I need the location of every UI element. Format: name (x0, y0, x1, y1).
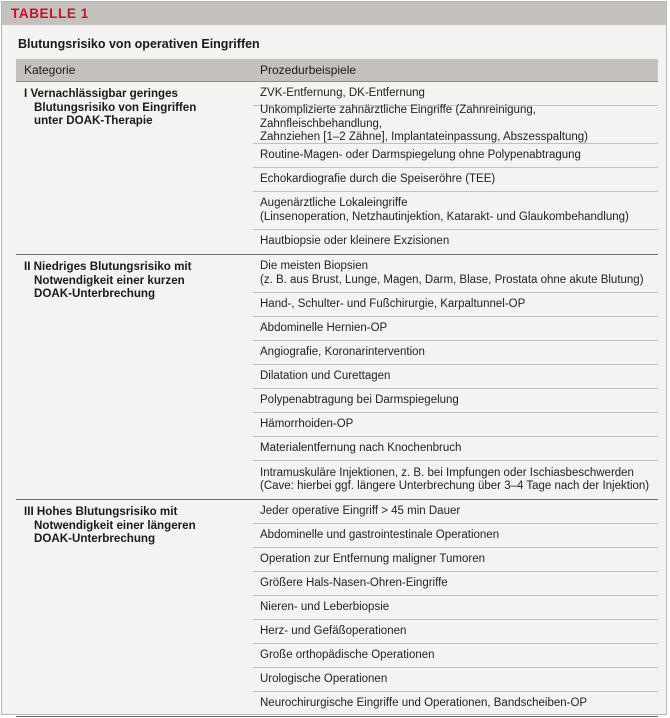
procedure-row (253, 413, 658, 437)
procedure-row (253, 620, 658, 644)
procedure-row (253, 192, 658, 230)
procedure-line: Hand-, Schulter- und Fußchirurgie, Karpaltunnel-OP (260, 297, 526, 310)
procedure-text (260, 467, 649, 494)
procedure-line: (Linsenoperation, Netzhautinjektion, Katarakt- und Glaukombehandlung) (260, 210, 629, 223)
procedure-text (260, 442, 461, 455)
procedure-text (260, 601, 389, 614)
header-examples: Prozedurbeispiele (260, 63, 357, 77)
procedure-row (253, 596, 658, 620)
procedure-text (260, 394, 459, 407)
procedure-line: Große orthopädische Operationen (260, 648, 435, 661)
procedure-line: Materialentfernung nach Knochenbruch (260, 441, 462, 454)
procedure-text (260, 529, 499, 542)
procedure-line: Die meisten Biopsien (260, 260, 369, 273)
header-category: Kategorie (24, 63, 76, 77)
procedure-line: Dilatation und Curettagen (260, 369, 391, 382)
procedure-text (260, 649, 435, 662)
table-body (16, 82, 658, 717)
procedure-line: Urologische Operationen (260, 672, 388, 685)
procedure-line: Nieren- und Leberbiopsie (260, 600, 390, 613)
procedure-text (260, 235, 449, 248)
procedure-line: Unkomplizierte zahnärztliche Eingriffe (Zahnreinigung, Zahnfleischbehandlung, (260, 104, 536, 130)
procedure-list (253, 255, 658, 499)
procedure-text (260, 87, 425, 100)
procedure-row (253, 168, 658, 192)
procedure-text (260, 673, 387, 686)
procedure-row (253, 437, 658, 461)
procedure-text (260, 322, 387, 335)
procedure-row (253, 461, 658, 499)
procedure-text (260, 104, 658, 144)
risk-group (16, 82, 658, 255)
procedure-text (260, 625, 406, 638)
procedure-line: Echokardiografie durch die Speiseröhre (TEE) (260, 172, 496, 185)
procedure-line: Operation zur Entfernung maligner Tumoren (260, 552, 486, 565)
procedure-line: Polypenabtragung bei Darmspiegelung (260, 393, 459, 406)
procedure-text (260, 505, 460, 518)
procedure-line: ZVK-Entfernung, DK-Entfernung (260, 86, 425, 99)
procedure-list (253, 82, 658, 254)
procedure-row (253, 692, 658, 716)
risk-category-line: unter DOAK-Therapie (34, 114, 153, 128)
procedure-line: Routine-Magen- oder Darmspiegelung ohne Polypenabtragung (260, 148, 581, 161)
procedure-text (260, 173, 495, 186)
procedure-row (253, 230, 658, 254)
procedure-line: Intramuskuläre Injektionen, z. B. bei Impfungen oder Ischiasbeschwerden (260, 466, 634, 479)
procedure-line: Abdominelle und gastrointestinale Operationen (260, 528, 500, 541)
procedure-row (253, 500, 658, 524)
procedure-line: (Cave: hierbei ggf. längere Unterbrechung über 3–4 Tage nach der Injektion) (260, 480, 650, 492)
procedure-text (260, 260, 644, 287)
procedure-row (253, 644, 658, 668)
procedure-line: Größere Hals-Nasen-Ohren-Eingriffe (260, 576, 448, 589)
procedure-text (260, 370, 390, 383)
procedure-row (253, 524, 658, 548)
procedure-row (253, 255, 658, 293)
risk-category-line: Notwendigkeit einer kurzen (34, 273, 185, 287)
procedure-row (253, 82, 658, 106)
table-banner (2, 2, 666, 25)
risk-category-line: II Niedriges Blutungsrisiko mit (24, 260, 192, 273)
procedure-text (260, 149, 581, 162)
procedure-row (253, 668, 658, 692)
procedure-row (253, 572, 658, 596)
procedure-row (253, 548, 658, 572)
procedure-row (253, 293, 658, 317)
procedure-text (260, 298, 525, 311)
procedure-text (260, 418, 353, 431)
procedure-line: Angiografie, Koronarintervention (260, 345, 425, 358)
procedure-text (260, 197, 629, 224)
procedure-line: Abdominelle Hernien-OP (260, 321, 388, 334)
bleeding-risk-table (16, 59, 658, 717)
risk-group (16, 500, 658, 717)
risk-category (16, 82, 253, 254)
banner-label: TABELLE 1 (11, 6, 89, 21)
risk-category-line: I Vernachlässigbar geringes (24, 87, 179, 100)
risk-category-line: DOAK-Unterbrechung (34, 287, 156, 301)
procedure-text (260, 697, 587, 710)
procedure-line: Hämorrhoiden-OP (260, 417, 354, 430)
procedure-line: (z. B. aus Brust, Lunge, Magen, Darm, Blase, Prostata ohne akute Blutung) (260, 273, 644, 286)
risk-category (16, 255, 253, 499)
procedure-line: Jeder operative Eingriff > 45 min Dauer (260, 504, 461, 517)
procedure-line: Hautbiopsie oder kleinere Exzisionen (260, 235, 450, 248)
procedure-row (253, 106, 658, 144)
procedure-line: Herz- und Gefäßoperationen (260, 624, 407, 637)
procedure-text (260, 553, 485, 566)
table-header-row (16, 59, 658, 82)
risk-category (16, 500, 253, 716)
procedure-row (253, 365, 658, 389)
procedure-list (253, 500, 658, 716)
procedure-line: Augenärztliche Lokaleingriffe (260, 197, 408, 210)
procedure-line: Neurochirurgische Eingriffe und Operationen, Bandscheiben-OP (260, 697, 588, 710)
procedure-row (253, 317, 658, 341)
risk-group (16, 255, 658, 500)
procedure-line: Zahnziehen [1–2 Zähne], Implantateinpassung, Abszesspaltung) (260, 131, 588, 144)
risk-category-line: DOAK-Unterbrechung (34, 532, 156, 546)
risk-category-line: Blutungsrisiko von Eingriffen (34, 100, 197, 114)
risk-category-line: Notwendigkeit einer längeren (34, 518, 196, 532)
procedure-text (260, 577, 448, 590)
procedure-row (253, 341, 658, 365)
procedure-row (253, 389, 658, 413)
risk-category-line: III Hohes Blutungsrisiko mit (24, 505, 178, 518)
procedure-text (260, 346, 425, 359)
procedure-row (253, 144, 658, 168)
table-title: Blutungsrisiko von operativen Eingriffen (18, 37, 260, 51)
